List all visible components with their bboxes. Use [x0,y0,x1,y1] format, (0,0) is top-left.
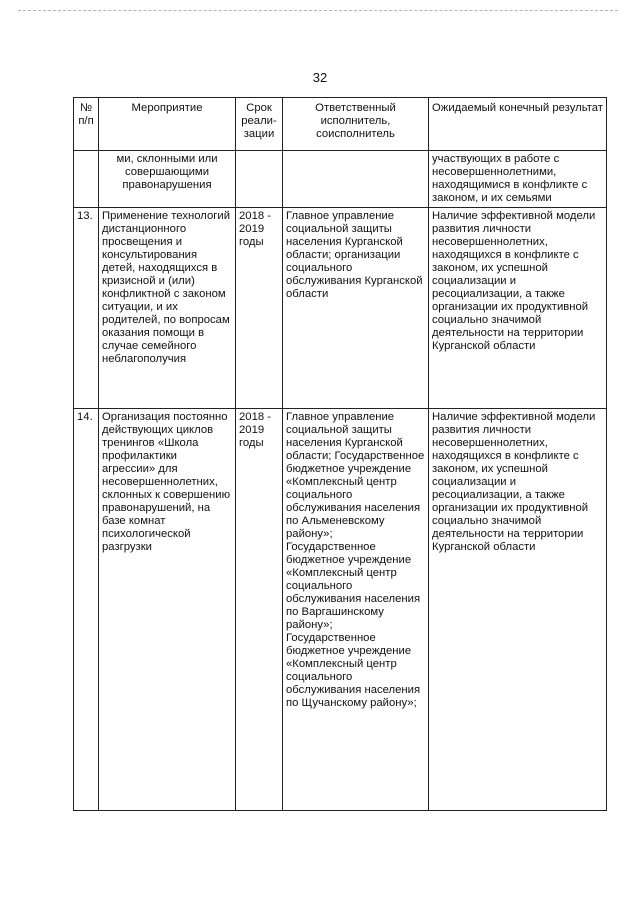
measures-table [73,97,607,811]
table-header-row [74,98,607,151]
cell-num: 13. [74,208,99,409]
cell-action: ми, склонными или совершающими правонарушения [99,151,236,208]
cell-term: 2018 - 2019 годы [236,409,283,811]
header-action: Мероприятие [99,98,236,151]
header-num: № п/п [74,98,99,151]
scan-top-border [18,10,618,12]
cell-result: участвующих в работе с несовершеннолетними, находящимися в конфликте с законом, и их семьями [429,151,607,208]
cell-result: Наличие эффективной модели развития личности несовершеннолетних, находящихся в конфликте с законом, их успешной социализации и ресоциализации, а также организации их продуктивной социально значимой деятельности на территории Курганской области [429,208,607,409]
table-row-continuation [74,151,607,208]
cell-responsible [283,151,429,208]
cell-action: Организация постоянно действующих циклов тренингов «Школа профилактики агрессии» для несовершеннолетних, склонных к совершению правонарушений, на базе комнат психологической разгрузки [99,409,236,811]
cell-action: Применение технологий дистанционного просвещения и консультирования детей, находящихся в кризисной и (или) конфликтной с законом ситуации, и их родителей, по вопросам оказания помощи в случае семейного неблагополучия [99,208,236,409]
cell-num [74,151,99,208]
cell-num: 14. [74,409,99,811]
cell-responsible: Главное управление социальной защиты населения Курганской области; Государственное бюджетное учреждение «Комплексный центр социального обслуживания населения по Альменевскому району»; Государственное бюджетное учреждение «Комплексный центр социального обслуживания населения по Варгашинскому району»; Государственное бюджетное учреждение «Комплексный центр социального обслуживания населения по Щучанскому району»; [283,409,429,811]
header-responsible: Ответственный исполнитель, соисполнитель [283,98,429,151]
header-result: Ожидаемый конечный результат [429,98,607,151]
page-number: 32 [312,70,328,85]
table-row [74,208,607,409]
cell-result: Наличие эффективной модели развития личности несовершеннолетних, находящихся в конфликте с законом, их успешной социализации и ресоциализации, а также организации их продуктивной социально значимой деятельности на территории Курганской области [429,409,607,811]
cell-term: 2018 - 2019 годы [236,208,283,409]
cell-term [236,151,283,208]
cell-responsible: Главное управление социальной защиты населения Курганской области; организации социального обслуживания Курганской области [283,208,429,409]
header-term: Срок реали-зации [236,98,283,151]
table-row [74,409,607,811]
